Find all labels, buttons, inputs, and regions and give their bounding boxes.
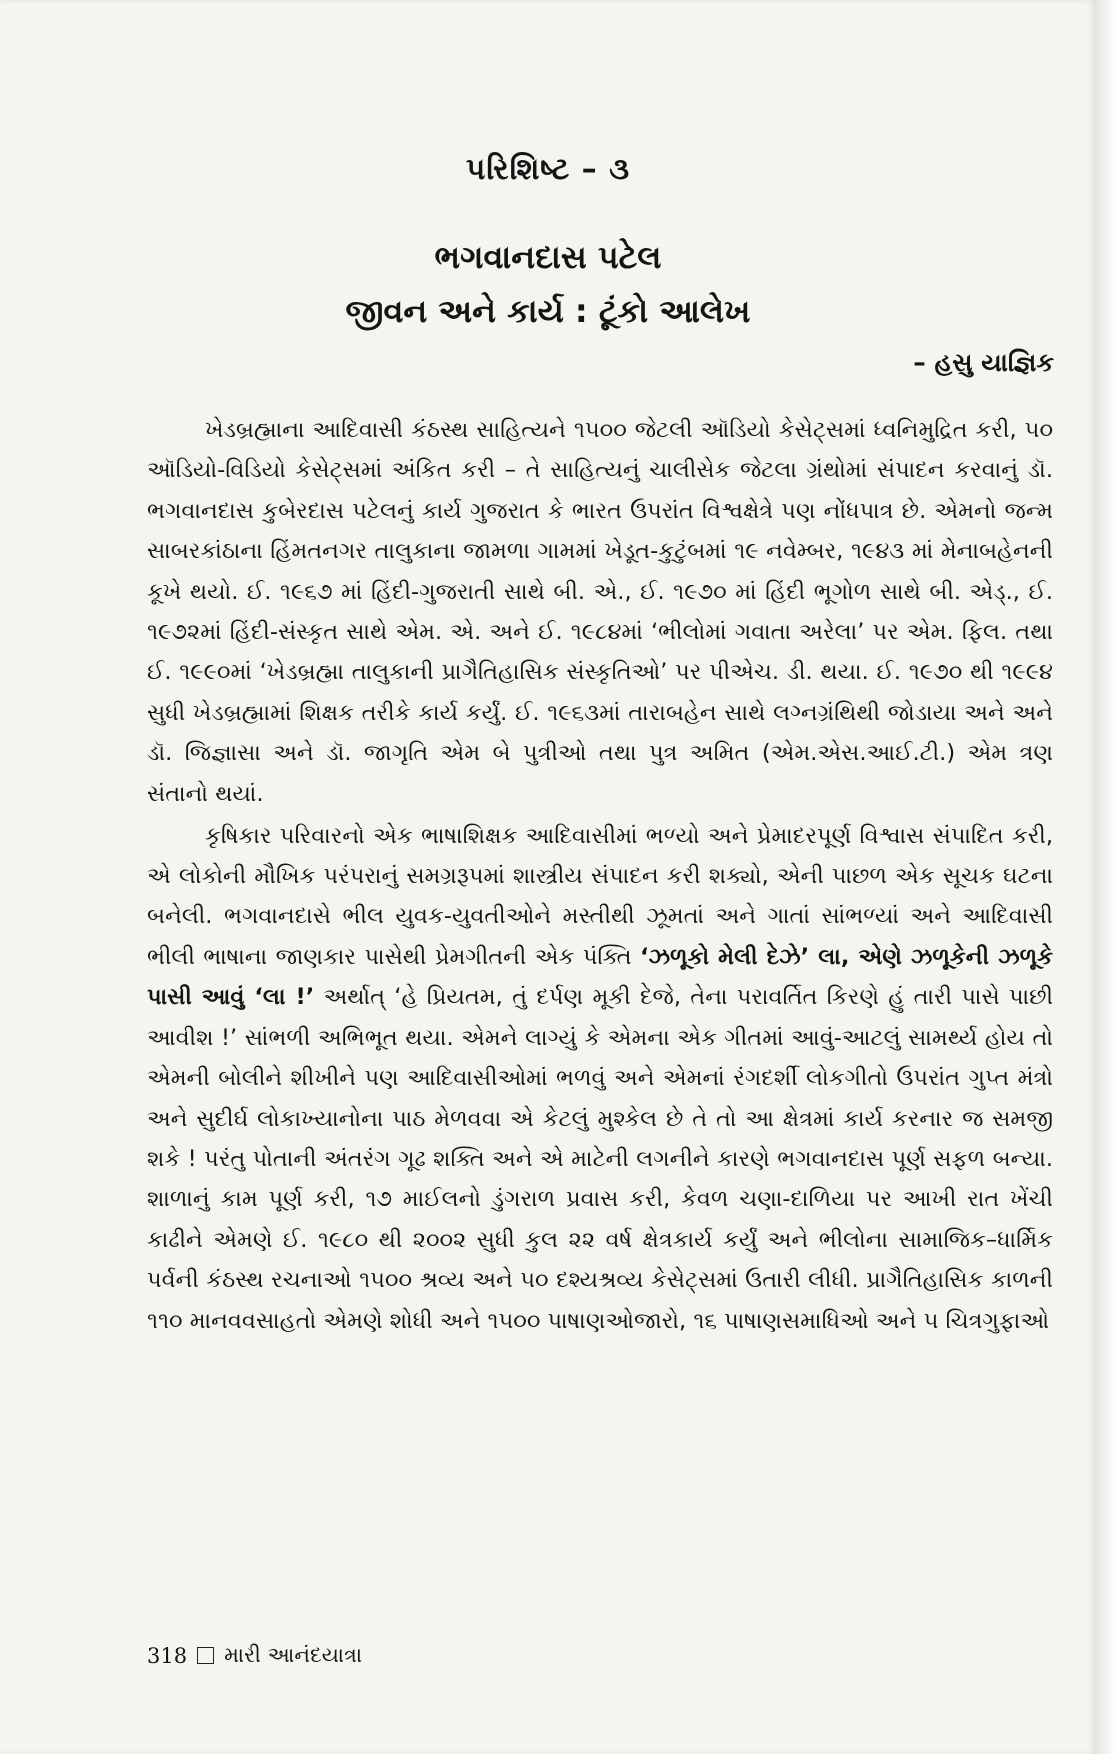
article-body (147, 410, 1053, 1343)
square-separator-icon (197, 1647, 214, 1664)
paragraph-2 (147, 816, 1053, 1341)
folk-song-quote: ‘ઝળૂકો મેલી દેઝે’ લા, એણે ઝળૂકેની ઝળૂકે પાસી આવું ‘લા !’ (147, 943, 1053, 1011)
page-subtitle: જીવન અને કાર્ય : ટૂંકો આલેખ (345, 292, 751, 330)
page-number: 318 (147, 1643, 188, 1668)
paragraph-2-text-b: અર્થાત્ ‘હે પ્રિયતમ, તું દર્પણ મૂકી દેજે, તેના પરાવર્તિત કિરણે હું તારી પાસે પાછી આવીશ !’ સાંભળી અભિભૂત થયા. એમને લાગ્યું કે એમના એક ગીતમાં આવું-આટલું સામર્થ્ય હોય તો એમની બોલીને શીખીને પણ આદિવાસીઓમાં ભળવું અને એમનાં રંગદર્શી લોકગીતો ઉપરાંત ગુપ્ત મંત્રો અને સુદીર્ઘ લોકાખ્યાનોના પાઠ મેળવવા એ કેટલું મુશ્કેલ છે તે તો આ ક્ષેત્રમાં કાર્ય કરનાર જ સમજી શકે ! પરંતુ પોતાની અંતરંગ ગૂઢ શક્તિ અને એ માટેની લગનીને કારણે ભગવાનદાસ પૂર્ણ સફળ બન્યા. શાળાનું કામ પૂર્ણ કરી, ૧૭ માઈલનો ડુંગરાળ પ્રવાસ કરી, કેવળ ચણા-દાળિયા પર આખી રાત ખેંચી કાઢીને એમણે ઈ. ૧૯૮૦ થી ૨૦૦૨ સુધી કુલ ૨૨ વર્ષ ક્ષેત્રકાર્ય કર્યું અને ભીલોના સામાજિક–ધાર્મિક પર્વની કંઠસ્થ રચનાઓ ૧૫૦૦ શ્રવ્ય અને ૫૦ દશ્યશ્રવ્ય કેસેટ્સમાં ઉતારી લીધી. પ્રાગૈતિહાસિક કાળની ૧૧૦ માનવવસાહતો એમણે શોધી અને ૧૫૦૦ પાષાણઓજારો, ૧૬ પાષાણસમાધિઓ અને ૫ ચિત્રગુફાઓ (147, 984, 1054, 1334)
appendix-heading: પરિશિષ્ટ – ૩ (465, 152, 631, 187)
page-edge (1096, 0, 1116, 1754)
author-byline: – હસુ યાજ્ઞિક (913, 348, 1054, 377)
paragraph-2-text-a: કૃષિકાર પરિવારનો એક ભાષાશિક્ષક આદિવાસીમાં ભળ્યો અને પ્રેમાદરપૂર્ણ વિશ્વાસ સંપાદિત કરી, એ લોકોની મૌખિક પરંપરાનું સમગ્રરૂપમાં શાસ્ત્રીય સંપાદન કરી શક્યો, એની પાછળ એક સૂચક ઘટના બનેલી. ભગવાનદાસે ભીલ યુવક-યુવતીઓને મસ્તીથી ઝૂમતાં અને ગાતાં સાંભળ્યાં અને આદિવાસી ભીલી ભાષાના જાણકાર પાસેથી પ્રેમગીતની એક પંક્તિ (147, 822, 1053, 970)
book-title: મારી આનંદયાત્રા (224, 1643, 363, 1667)
page-footer (147, 1643, 362, 1668)
paragraph-1: ખેડબ્રહ્માના આદિવાસી કંઠસ્થ સાહિત્યને ૧૫૦૦ જેટલી ઑડિયો કેસેટ્સમાં ધ્વનિમુદ્રિત કરી, ૫૦ ઑડિયો-વિડિયો કેસેટ્સમાં અંકિત કરી – તે સાહિત્યનું ચાલીસેક જેટલા ગ્રંથોમાં સંપાદન કરવાનું ડૉ. ભગવાનદાસ કુબેરદાસ પટેલનું કાર્ય ગુજરાત કે ભારત ઉપરાંત વિશ્વક્ષેત્રે પણ નોંધપાત્ર છે. એમનો જન્મ સાબરકાંઠાના હિંમતનગર તાલુકાના જામળા ગામમાં ખેડૂત-કુટુંબમાં ૧૯ નવેમ્બર, ૧૯૪૩ માં મેનાબહેનની કૂખે થયો. ઈ. ૧૯૬૭ માં હિંદી-ગુજરાતી સાથે બી. એ., ઈ. ૧૯૭૦ માં હિંદી ભૂગોળ સાથે બી. એડ્., ઈ. ૧૯૭૨માં હિંદી-સંસ્કૃત સાથે એમ. એ. અને ઈ. ૧૯૮૪માં ‘ભીલોમાં ગવાતા અરેલા’ પર એમ. ફિલ. તથા ઈ. ૧૯૯૦માં ‘ખેડબ્રહ્મા તાલુકાની પ્રાગૈતિહાસિક સંસ્કૃતિઓ’ પર પીએચ. ડી. થયા. ઈ. ૧૯૭૦ થી ૧૯૯૪ સુધી ખેડબ્રહ્મામાં શિક્ષક તરીકે કાર્ય કર્યું. ઈ. ૧૯૬૩માં તારાબહેન સાથે લગ્નગ્રંથિથી જોડાયા અને અને ડૉ. જિજ્ઞાસા અને ડૉ. જાગૃતિ એમ બે પુત્રીઓ તથા પુત્ર અમિત (એમ.એસ.આઈ.ટી.) એમ ત્રણ સંતાનો થયાં. (147, 417, 1053, 807)
page-title: ભગવાનદાસ પટેલ (434, 238, 662, 276)
